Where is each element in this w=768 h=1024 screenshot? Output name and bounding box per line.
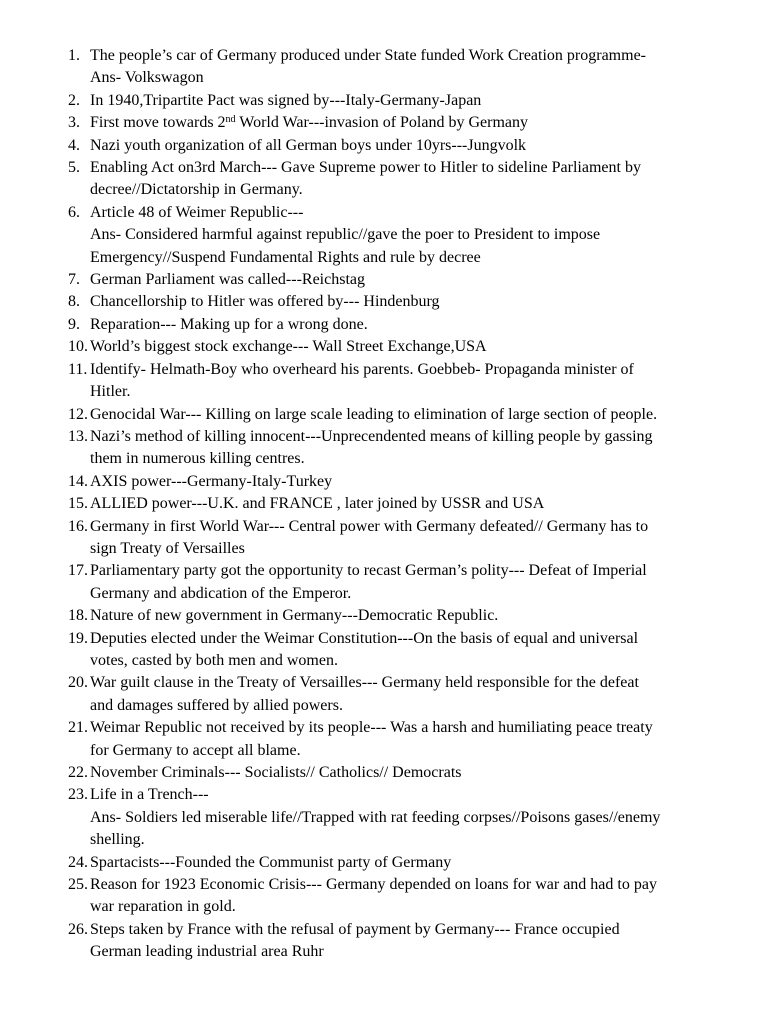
- list-item: [0, 157, 768, 202]
- list-item-text: votes, casted by both men and women.: [90, 651, 338, 669]
- list-item-text-part: World War---invasion of Poland by Germany: [235, 114, 528, 132]
- list-item-number: 9.: [68, 315, 80, 333]
- list-item: [0, 336, 768, 358]
- list-item: [0, 874, 768, 919]
- list-item-text: for Germany to accept all blame.: [90, 741, 301, 759]
- list-item-number: 26.: [68, 920, 88, 938]
- list-item-text: Deputies elected under the Weimar Constitution---On the basis of equal and universal: [90, 629, 639, 647]
- list-item: [0, 560, 768, 605]
- list-item-number: 3.: [68, 114, 80, 132]
- list-item-text: November Criminals--- Socialists// Catholics// Democrats: [90, 764, 462, 781]
- list-item-text: Parliamentary party got the opportunity to recast German’s polity--- Defeat of Imperial: [90, 562, 647, 580]
- list-item-text: shelling.: [90, 831, 145, 849]
- list-item-number: 23.: [68, 786, 88, 804]
- list-item-text: Enabling Act on3rd March--- Gave Supreme power to Hitler to sideline Parliament by: [90, 159, 641, 177]
- list-item-number: 16.: [68, 517, 88, 535]
- list-item-text: German leading industrial area Ruhr: [90, 943, 324, 961]
- list-item-number: 25.: [68, 876, 88, 894]
- list-item-number: 11.: [68, 360, 88, 378]
- list-item: [0, 717, 768, 762]
- list-item-text: Weimar Republic not received by its people--- Was a harsh and humiliating peace treaty: [90, 719, 653, 737]
- list-item-text: Ans- Soldiers led miserable life//Trapped with rat feeding corpses//Poisons gases//enemy: [90, 808, 661, 826]
- list-item: [0, 291, 768, 313]
- list-item: [0, 269, 768, 291]
- list-item-text: war reparation in gold.: [90, 898, 236, 916]
- list-item-number: 17.: [68, 562, 88, 580]
- list-item: [0, 672, 768, 717]
- list-item-text: Article 48 of Weimer Republic---: [90, 203, 304, 221]
- list-item-text: In 1940,Tripartite Pact was signed by---Italy-Germany-Japan: [90, 91, 482, 109]
- list-item-text: Germany in first World War--- Central power with Germany defeated// Germany has to: [90, 517, 649, 535]
- list-item-text: decree//Dictatorship in Germany.: [90, 181, 303, 199]
- list-item-text: sign Treaty of Versailles: [90, 539, 245, 557]
- document-page: [0, 45, 768, 964]
- list-item: [0, 426, 768, 471]
- list-item-text: German Parliament was called---Reichstag: [90, 271, 365, 289]
- list-item-text: and damages suffered by allied powers.: [90, 696, 343, 714]
- list-item: [0, 471, 768, 493]
- list-item: [0, 762, 768, 784]
- list-item-number: 18.: [68, 607, 88, 625]
- list-item-text: The people’s car of Germany produced under State funded Work Creation programme-: [90, 47, 646, 64]
- list-item-text: Genocidal War--- Killing on large scale leading to elimination of large section of people.: [90, 405, 658, 423]
- list-item-text: Reparation--- Making up for a wrong done.: [90, 315, 368, 333]
- list-item-number: 24.: [68, 853, 88, 871]
- list-item-number: 8.: [68, 293, 80, 311]
- list-item-number: 10.: [68, 338, 88, 356]
- list-item-text: Ans- Volkswagon: [90, 69, 204, 87]
- list-item-text: Emergency//Suspend Fundamental Rights and rule by decree: [90, 248, 481, 266]
- list-item-number: 19.: [68, 629, 88, 647]
- list-item: [0, 784, 768, 851]
- list-item-text: Germany and abdication of the Emperor.: [90, 584, 352, 602]
- list-item-text: AXIS power---Germany-Italy-Turkey: [90, 472, 333, 490]
- list-item-number: 12.: [68, 405, 88, 423]
- list-item-text: Life in a Trench---: [90, 786, 209, 804]
- list-item-text: Reason for 1923 Economic Crisis--- Germany depended on loans for war and had to pay: [90, 876, 657, 894]
- ordinal-superscript: nd: [225, 114, 236, 126]
- list-item: [0, 404, 768, 426]
- list-item: [0, 605, 768, 627]
- list-item: [0, 628, 768, 673]
- list-item: [0, 112, 768, 134]
- list-item: [0, 919, 768, 964]
- list-item-text: them in numerous killing centres.: [90, 450, 305, 468]
- list-item-text: Steps taken by France with the refusal of payment by Germany--- France occupied: [90, 920, 620, 938]
- list-item: [0, 852, 768, 874]
- list-item-text: Spartacists---Founded the Communist party of Germany: [90, 853, 452, 871]
- list-item-text: World’s biggest stock exchange--- Wall Street Exchange,USA: [90, 338, 487, 356]
- list-item-number: 1.: [68, 47, 80, 64]
- list-item-text: Identify- Helmath-Boy who overheard his parents. Goebbeb- Propaganda minister of: [90, 360, 634, 378]
- list-item-text-part: First move towards 2: [90, 114, 226, 132]
- list-item: [0, 493, 768, 515]
- list-item-number: 13.: [68, 427, 88, 445]
- list-item-number: 20.: [68, 674, 88, 692]
- list-item-number: 4.: [68, 136, 80, 154]
- list-item-text: Hitler.: [90, 383, 131, 401]
- list-item-text: Nazi youth organization of all German boys under 10yrs---Jungvolk: [90, 136, 527, 154]
- list-item-text: Chancellorship to Hitler was offered by--- Hindenburg: [90, 293, 440, 311]
- list-item: [0, 314, 768, 336]
- list-item-text: Nature of new government in Germany---Democratic Republic.: [90, 607, 499, 625]
- list-item: [0, 516, 768, 561]
- list-item: [0, 45, 768, 90]
- list-item: [0, 90, 768, 112]
- list-item-number: 14.: [68, 472, 88, 490]
- list-item-number: 2.: [68, 91, 80, 109]
- list-item-text: Nazi’s method of killing innocent---Unprecendented means of killing people by gassing: [90, 427, 653, 445]
- list-item-text: ALLIED power---U.K. and FRANCE , later joined by USSR and USA: [90, 495, 545, 513]
- list-item: [0, 135, 768, 157]
- list-item-number: 5.: [68, 159, 80, 177]
- list-item-number: 21.: [68, 719, 88, 737]
- list-item-number: 15.: [68, 495, 88, 513]
- list-item-number: 7.: [68, 271, 80, 289]
- list-item: [0, 359, 768, 404]
- list-item-number: 22.: [68, 764, 88, 781]
- list-item-text: War guilt clause in the Treaty of Versailles--- Germany held responsible for the defeat: [90, 674, 639, 692]
- list-item-text: Ans- Considered harmful against republic//gave the poer to President to impose: [90, 226, 601, 244]
- list-item-text: [90, 112, 728, 134]
- numbered-list: [0, 45, 768, 964]
- list-item-number: 6.: [68, 203, 80, 221]
- list-item: [0, 202, 768, 269]
